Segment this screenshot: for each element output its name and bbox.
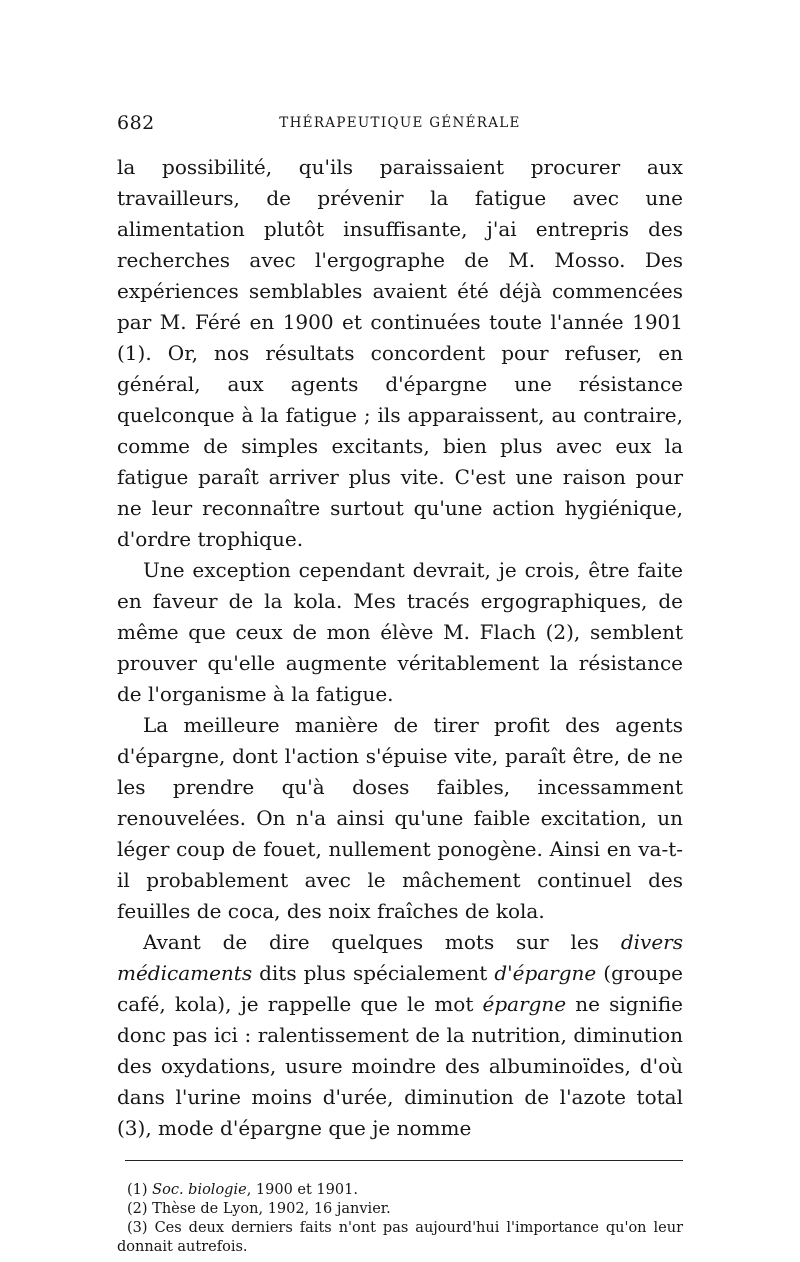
italic-term: divers médicaments (117, 930, 683, 985)
footnote-1 (117, 1181, 683, 1200)
page-number: 682 (117, 112, 155, 134)
text-run: ne signifie donc pas ici : ralentissement de la nutrition, diminution des oxydations, usure moindre des albuminoïdes, d'où dans l'urine moins d'urée, diminution de l'azote total (3), mode d'épargne que je nomme (117, 992, 684, 1140)
footnote-marker: (2) (127, 1201, 148, 1217)
text-run: Avant de dire quelques mots sur les (143, 930, 621, 954)
text-run: (groupe café, kola), je rappelle que le mot (117, 961, 683, 1016)
paragraph-best-use: La meilleure manière de tirer profit des agents d'épargne, dont l'action s'épuise vite, paraît être, de ne les prendre qu'à doses faibles, incessamment renouvelées. On n'a ainsi qu'une faible excitation, un léger coup de fouet, nullement ponogène. Ainsi en va-t-il probablement avec le mâchement continuel des feuilles de coca, des noix fraîches de kola. (117, 713, 683, 923)
book-page (117, 112, 683, 1257)
paragraph-medications (117, 927, 683, 1144)
running-title: THÉRAPEUTIQUE GÉNÉRALE (279, 115, 521, 131)
text-run: dits plus spécialement (252, 961, 495, 985)
footnote-2 (117, 1200, 683, 1219)
footnote-marker: (3) (127, 1220, 148, 1236)
italic-term: épargne (482, 992, 567, 1016)
body-text (117, 152, 683, 1144)
footnote-text: Ces deux derniers faits n'ont pas aujourd'hui l'importance qu'on leur donnait autrefois. (117, 1220, 684, 1255)
page-header (117, 112, 683, 138)
footnote-italic: Soc. biologie (152, 1182, 247, 1198)
footnote-marker: (1) (127, 1182, 148, 1198)
footnote-rule (125, 1160, 683, 1161)
paragraph-kola-exception: Une exception cependant devrait, je crois, être faite en faveur de la kola. Mes tracés ergographiques, de même que ceux de mon élève M. Flach (2), semblent prouver qu'elle augmente véritablement la résistance de l'organisme à la fatigue. (117, 558, 683, 706)
footnote-3 (117, 1219, 683, 1257)
footnotes (117, 1181, 683, 1257)
paragraph-continuation: la possibilité, qu'ils paraissaient procurer aux travailleurs, de prévenir la fatigue avec une alimentation plutôt insuffisante, j'ai entrepris des recherches avec l'ergographe de M. Mosso. Des expériences semblables avaient été déjà commencées par M. Féré en 1900 et continuées toute l'année 1901 (1). Or, nos résultats concordent pour refuser, en général, aux agents d'épargne une résistance quelconque à la fatigue ; ils apparaissent, au contraire, comme de simples excitants, bien plus avec eux la fatigue paraît arriver plus vite. C'est une raison pour ne leur reconnaître surtout qu'une action hygiénique, d'ordre trophique. (117, 155, 683, 551)
italic-term: d'épargne (494, 961, 597, 985)
footnote-text: , 1900 et 1901. (246, 1182, 358, 1198)
footnote-text: Thèse de Lyon, 1902, 16 janvier. (152, 1201, 391, 1217)
